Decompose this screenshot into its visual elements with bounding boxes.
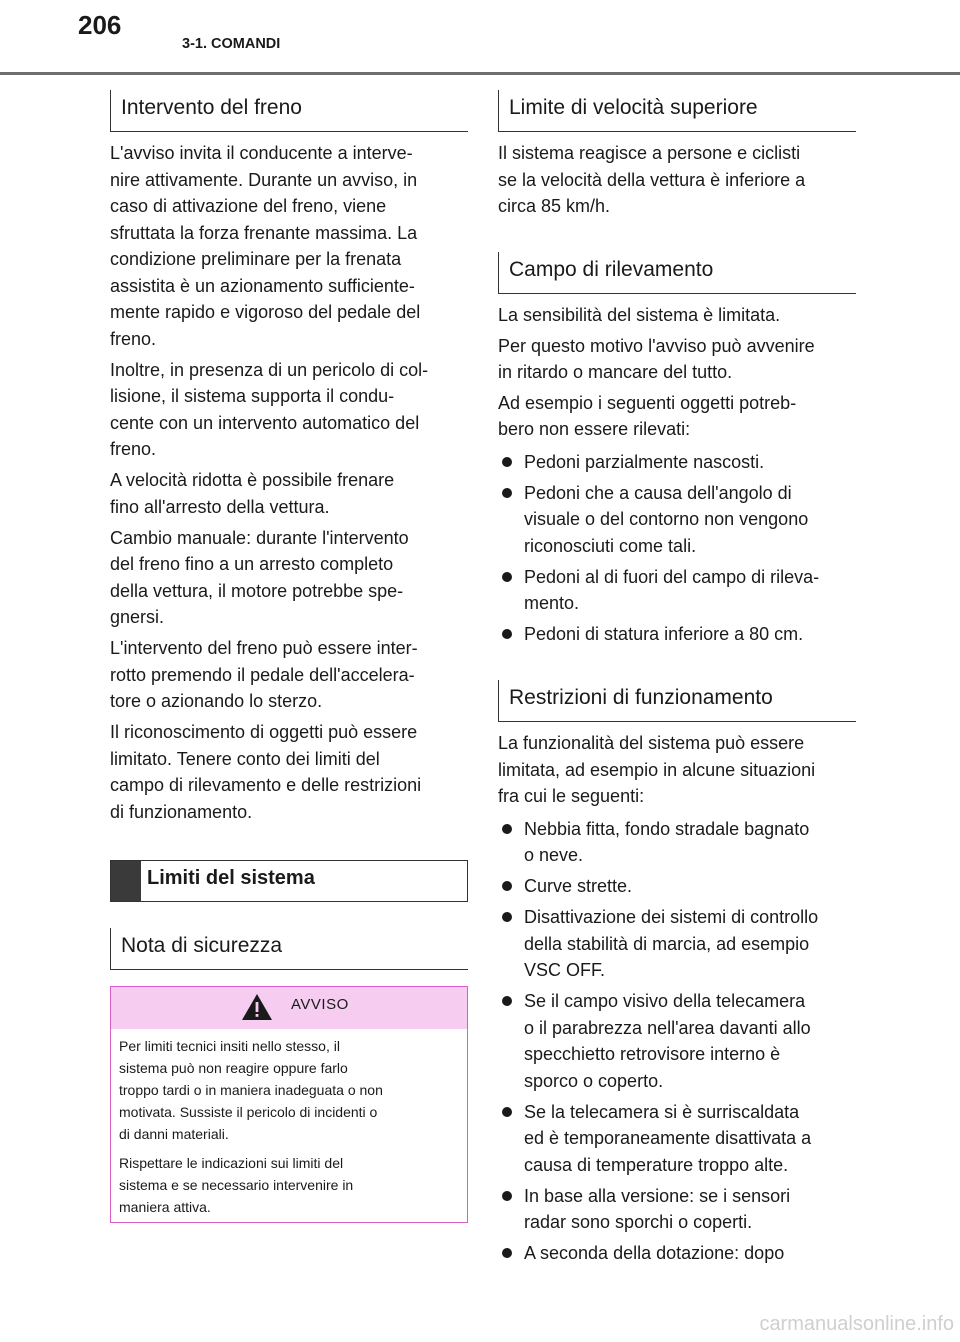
text-line: riconosciuti come tali. bbox=[524, 535, 697, 556]
text-line: assistita è un azionamento sufficiente- bbox=[110, 275, 415, 296]
section-heading-text: Intervento del freno bbox=[121, 96, 302, 119]
warning-triangle-icon bbox=[241, 993, 273, 1021]
text-line: del freno fino a un arresto completo bbox=[110, 554, 394, 574]
text-line: in ritardo o mancare del tutto. bbox=[498, 362, 733, 382]
bullet-dot-icon bbox=[502, 881, 512, 891]
text-line: radar sono sporchi o coperti. bbox=[524, 1212, 753, 1232]
text-line: Per limiti tecnici insiti nello stesso, il bbox=[119, 1038, 340, 1054]
text-line: caso di attivazione del freno, viene bbox=[110, 196, 387, 216]
text-line: tore o azionando lo sterzo. bbox=[110, 691, 323, 711]
section-heading-text: Campo di rilevamento bbox=[509, 258, 714, 281]
text-line: Se il campo visivo della telecamera bbox=[524, 991, 806, 1011]
bullet-item bbox=[498, 988, 811, 1094]
text-line: fra cui le seguenti: bbox=[498, 786, 645, 806]
text-line: Curve strette. bbox=[524, 876, 633, 896]
text-line: La funzionalità del sistema può essere bbox=[498, 733, 805, 753]
bullet-dot-icon bbox=[502, 1191, 512, 1201]
bullet-item bbox=[498, 480, 808, 560]
body-paragraph bbox=[498, 390, 796, 443]
body-paragraph bbox=[110, 467, 394, 520]
text-line: di danni materiali. bbox=[119, 1126, 229, 1142]
bullet-item bbox=[498, 1099, 811, 1179]
bullet-dot-icon bbox=[502, 457, 512, 467]
text-line: bero non essere rilevati: bbox=[498, 419, 691, 439]
bullet-dot-icon bbox=[502, 1107, 512, 1117]
text-line: limitato. Tenere conto dei limiti del bbox=[110, 748, 380, 769]
body-paragraph bbox=[110, 525, 409, 631]
bullet-dot-icon bbox=[502, 1248, 512, 1258]
text-line: Rispettare le indicazioni sui limiti del bbox=[119, 1155, 344, 1171]
body-paragraph bbox=[110, 140, 420, 352]
text-line: Il sistema reagisce a persone e ciclisti bbox=[498, 143, 801, 163]
text-line: cente con un intervento automatico del bbox=[110, 412, 420, 433]
body-paragraph bbox=[498, 333, 815, 386]
text-line: della stabilità di marcia, ad esempio bbox=[524, 933, 810, 954]
text-line: VSC OFF. bbox=[524, 960, 606, 980]
text-line: L'intervento del freno può essere inter- bbox=[110, 638, 418, 658]
text-line: motivata. Sussiste il pericolo di incidenti o bbox=[119, 1104, 378, 1120]
body-paragraph bbox=[110, 635, 418, 715]
text-line: freno. bbox=[110, 328, 157, 349]
bullet-item bbox=[498, 1240, 784, 1267]
warning-paragraph bbox=[119, 1035, 459, 1145]
text-line: della vettura, il motore potrebbe spe- bbox=[110, 580, 404, 601]
text-line: fino all'arresto della vettura. bbox=[110, 496, 330, 517]
text-line: Pedoni che a causa dell'angolo di bbox=[524, 482, 792, 503]
body-paragraph bbox=[498, 730, 815, 810]
text-line: mento. bbox=[524, 593, 580, 613]
text-line: Per questo motivo l'avviso può avvenire bbox=[498, 335, 815, 356]
text-line: In base alla versione: se i sensori bbox=[524, 1185, 791, 1206]
body-paragraph bbox=[110, 357, 428, 463]
text-line: lisione, il sistema supporta il condu- bbox=[110, 386, 395, 406]
text-line: visuale o del contorno non vengono bbox=[524, 509, 809, 529]
bullet-dot-icon bbox=[502, 912, 512, 922]
header-rule bbox=[0, 72, 960, 75]
bullet-dot-icon bbox=[502, 572, 512, 582]
text-line: limitata, ad esempio in alcune situazioni bbox=[498, 759, 816, 780]
section-heading-detection bbox=[498, 252, 856, 294]
text-line: causa di temperature troppo alte. bbox=[524, 1154, 789, 1175]
text-line: Pedoni di statura inferiore a 80 cm. bbox=[524, 624, 804, 644]
text-line: Ad esempio i seguenti oggetti potreb- bbox=[498, 392, 797, 413]
text-line: gnersi. bbox=[110, 607, 165, 627]
text-line: Inoltre, in presenza di un pericolo di col- bbox=[110, 359, 429, 380]
text-line: A seconda della dotazione: dopo bbox=[524, 1243, 785, 1263]
text-line: o neve. bbox=[524, 845, 584, 865]
section-heading-brake bbox=[110, 90, 468, 132]
text-line: nire attivamente. Durante un avviso, in bbox=[110, 169, 418, 190]
text-line: sistema può non reagire oppure farlo bbox=[119, 1060, 348, 1076]
text-line: troppo tardi o in maniera inadeguata o non bbox=[119, 1082, 383, 1098]
heading-bar bbox=[111, 861, 141, 901]
text-line: sporco o coperto. bbox=[524, 1070, 664, 1091]
text-line: campo di rilevamento e delle restrizioni bbox=[110, 775, 422, 795]
text-line: A velocità ridotta è possibile frenare bbox=[110, 470, 395, 490]
section-heading-speed-limit bbox=[498, 90, 856, 132]
body-paragraph bbox=[498, 140, 805, 220]
text-line: o il parabrezza nell'area davanti allo bbox=[524, 1017, 811, 1038]
text-line: circa 85 km/h. bbox=[498, 196, 611, 216]
body-paragraph bbox=[498, 302, 780, 329]
section-heading-text: Nota di sicurezza bbox=[121, 934, 283, 957]
text-line: Disattivazione dei sistemi di controllo bbox=[524, 907, 819, 927]
bullet-item bbox=[498, 564, 819, 617]
section-heading-system-limits bbox=[110, 860, 468, 902]
bullet-dot-icon bbox=[502, 824, 512, 834]
text-line: condizione preliminare per la frenata bbox=[110, 249, 402, 269]
text-line: sistema e se necessario intervenire in bbox=[119, 1177, 354, 1193]
section-heading-safety bbox=[110, 928, 468, 970]
text-line: ed è temporaneamente disattivata a bbox=[524, 1128, 812, 1148]
warning-paragraph bbox=[119, 1152, 459, 1218]
section-heading-text: Restrizioni di funzionamento bbox=[509, 686, 773, 709]
text-line: rotto premendo il pedale dell'accelera- bbox=[110, 664, 415, 685]
section-heading-text: Limiti del sistema bbox=[147, 867, 315, 889]
section-heading-restrictions bbox=[498, 680, 856, 722]
bullet-item bbox=[498, 873, 632, 900]
watermark: carmanualsonline.info bbox=[759, 1313, 954, 1335]
bullet-item bbox=[498, 904, 818, 984]
text-line: sfruttata la forza frenante massima. La bbox=[110, 222, 418, 243]
page-number: 206 bbox=[78, 10, 122, 40]
text-line: Pedoni parzialmente nascosti. bbox=[524, 451, 765, 472]
text-line: Pedoni al di fuori del campo di rileva- bbox=[524, 566, 820, 587]
text-line: Se la telecamera si è surriscaldata bbox=[524, 1101, 800, 1122]
bullet-item bbox=[498, 621, 803, 648]
text-line: specchietto retrovisore interno è bbox=[524, 1044, 781, 1064]
text-line: di funzionamento. bbox=[110, 801, 253, 822]
section-heading-text: Limite di velocità superiore bbox=[509, 96, 758, 119]
text-line: La sensibilità del sistema è limitata. bbox=[498, 305, 781, 325]
text-line: maniera attiva. bbox=[119, 1199, 211, 1215]
warning-title: AVVISO bbox=[291, 996, 349, 1013]
bullet-item bbox=[498, 449, 764, 476]
body-paragraph bbox=[110, 719, 421, 825]
bullet-item bbox=[498, 816, 809, 869]
warning-box bbox=[110, 986, 468, 1223]
text-line: se la velocità della vettura è inferiore a bbox=[498, 169, 806, 190]
text-line: freno. bbox=[110, 439, 157, 459]
text-line: Cambio manuale: durante l'intervento bbox=[110, 527, 409, 548]
text-line: Il riconoscimento di oggetti può essere bbox=[110, 722, 418, 742]
bullet-dot-icon bbox=[502, 629, 512, 639]
chapter-title: 3-1. COMANDI bbox=[182, 36, 281, 52]
text-line: L'avviso invita il conducente a interve- bbox=[110, 143, 413, 163]
bullet-dot-icon bbox=[502, 488, 512, 498]
warning-header bbox=[111, 987, 467, 1029]
text-line: Nebbia fitta, fondo stradale bagnato bbox=[524, 818, 810, 839]
bullet-item bbox=[498, 1183, 790, 1236]
text-line: mente rapido e vigoroso del pedale del bbox=[110, 302, 421, 322]
bullet-dot-icon bbox=[502, 996, 512, 1006]
